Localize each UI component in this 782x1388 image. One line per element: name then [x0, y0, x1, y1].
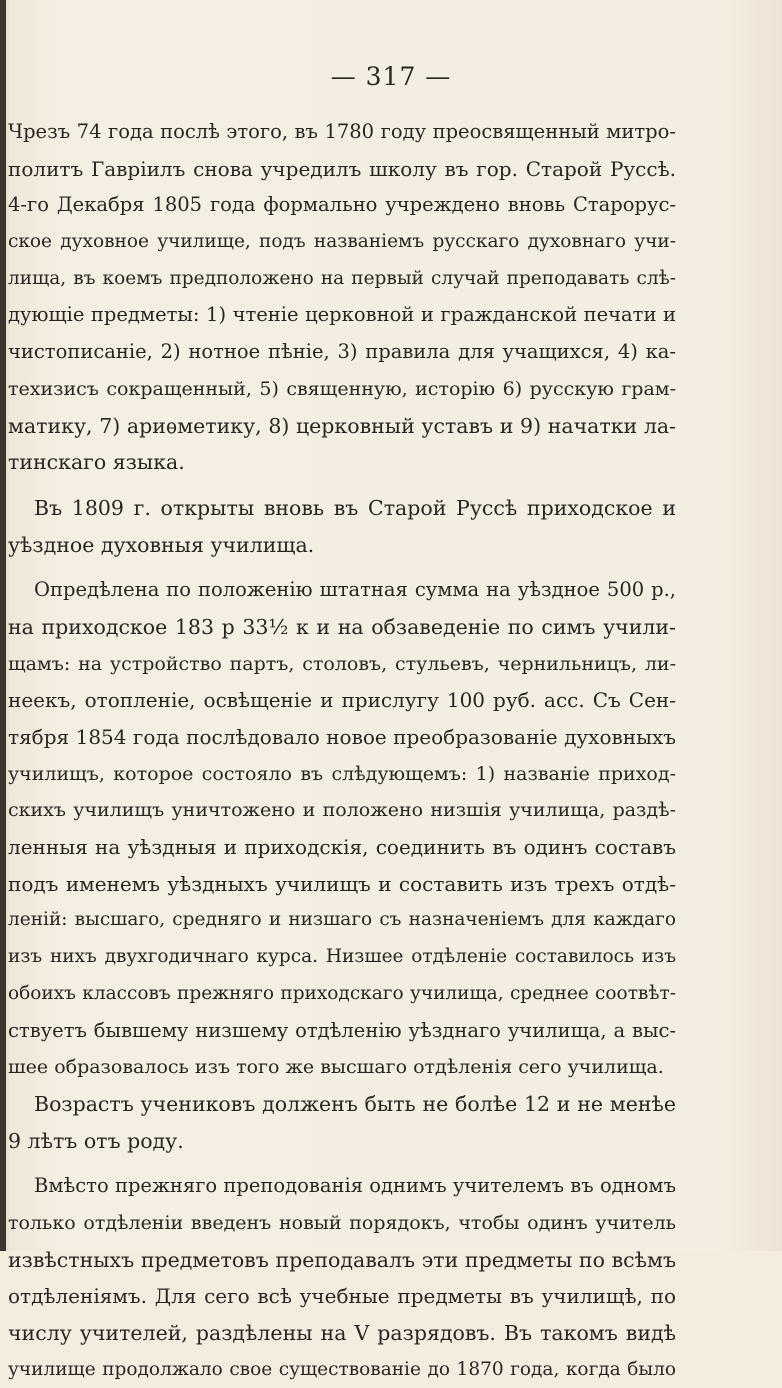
text-line: матику, 7) ариѳметику, 8) церковный уставъ и 9) начатки ла-: [8, 413, 676, 438]
text-line: ствуетъ бывшему низшему отдѣленію уѣзднаго училища, а выс-: [8, 1018, 676, 1042]
text-line: на приходское 183 р 33½ к и на обзаведеніе по симъ учили-: [8, 614, 676, 639]
text-line: числу учителей, раздѣлены на V разрядовъ. Въ такомъ видѣ: [8, 1321, 676, 1345]
text-line: шее образовалось изъ того же высшаго отдѣленія сего училища.: [8, 1056, 664, 1079]
paragraph: [8, 114, 676, 481]
text-line: чистописаніе, 2) нотное пѣніе, 3) правила для учащихся, 4) ка-: [8, 340, 676, 364]
text-line: подъ именемъ уѣздныхъ училищъ и составить изъ трехъ отдѣ-: [8, 871, 676, 896]
paragraph: [8, 1168, 676, 1388]
paragraph: [8, 1086, 676, 1159]
text-line: ленныя на уѣздныя и приходскія, соединить въ одинъ составъ: [8, 835, 676, 860]
text-line: только отдѣленіи введенъ новый порядокъ, чтобы одинъ учитель: [8, 1211, 676, 1234]
text-line: обоихъ классовъ прежняго приходскаго училища, среднее соотвѣт-: [8, 982, 676, 1004]
text-line: уѣздное духовныя училища.: [8, 532, 315, 557]
text-line: Вмѣсто прежняго преподованія однимъ учителемъ въ одномъ: [34, 1174, 676, 1198]
text-line: дующіе предметы: 1) чтеніе церковной и гражданской печати и: [8, 303, 676, 327]
paragraph: [8, 490, 676, 563]
text-line: техизисъ сокращенный, 5) священную, исторію 6) русскую грам-: [8, 377, 676, 400]
text-line: неекъ, отопленіе, освѣщеніе и прислугу 100 руб. асс. Съ Сен-: [8, 688, 676, 713]
text-line: тинскаго языка.: [8, 450, 185, 475]
text-line: Возрастъ учениковъ долженъ быть не болѣе 12 и не менѣе: [34, 1091, 676, 1116]
paragraph: [8, 572, 676, 1086]
text-line: училищъ, которое состояло въ слѣдующемъ: 1) названіе приход-: [8, 762, 676, 785]
text-line: скихъ училищъ уничтожено и положено низшія училища, раздѣ-: [8, 799, 676, 822]
text-line: ское духовное училище, подъ названіемъ русскаго духовнаго учи-: [8, 231, 676, 253]
text-line: тября 1854 года послѣдовало новое преобразованіе духовныхъ: [8, 725, 676, 749]
text-line: лища, въ коемъ предположено на первый случай преподавать слѣ-: [8, 267, 676, 289]
text-line: 4-го Декабря 1805 года формально учреждено вновь Старорус-: [8, 193, 676, 217]
text-line: леній: высшаго, средняго и низшаго съ назначеніемъ для каждаго: [8, 909, 676, 931]
text-line: 9 лѣтъ отъ роду.: [8, 1128, 184, 1153]
page-number: — 317 —: [330, 62, 452, 91]
text-line: извѣстныхъ предметовъ преподавалъ эти предметы по всѣмъ: [8, 1247, 676, 1272]
text-line: щамъ: на устройство партъ, столовъ, стульевъ, чернильницъ, ли-: [8, 652, 676, 675]
text-line: Чрезъ 74 года послѣ этого, въ 1780 году преосвященный митро-: [8, 120, 676, 143]
text-line: Опредѣлена по положенію штатная сумма на уѣздное 500 р.,: [34, 578, 676, 602]
text-line: училище продолжало свое существованіе до 1870 года, когда было: [8, 1358, 676, 1380]
page-binding-edge: [0, 0, 6, 1251]
text-line: политъ Гавріилъ снова учредилъ школу въ гор. Старой Руссѣ.: [8, 156, 676, 181]
body-text: [8, 114, 676, 1388]
text-line: отдѣленіямъ. Для сего всѣ учебные предметы въ училищѣ, по: [8, 1284, 676, 1309]
text-line: Въ 1809 г. открыты вновь въ Старой Руссѣ приходское и: [34, 495, 676, 520]
text-line: изъ нихъ двухгодичнаго курса. Низшее отдѣленіе составилось изъ: [8, 946, 676, 968]
